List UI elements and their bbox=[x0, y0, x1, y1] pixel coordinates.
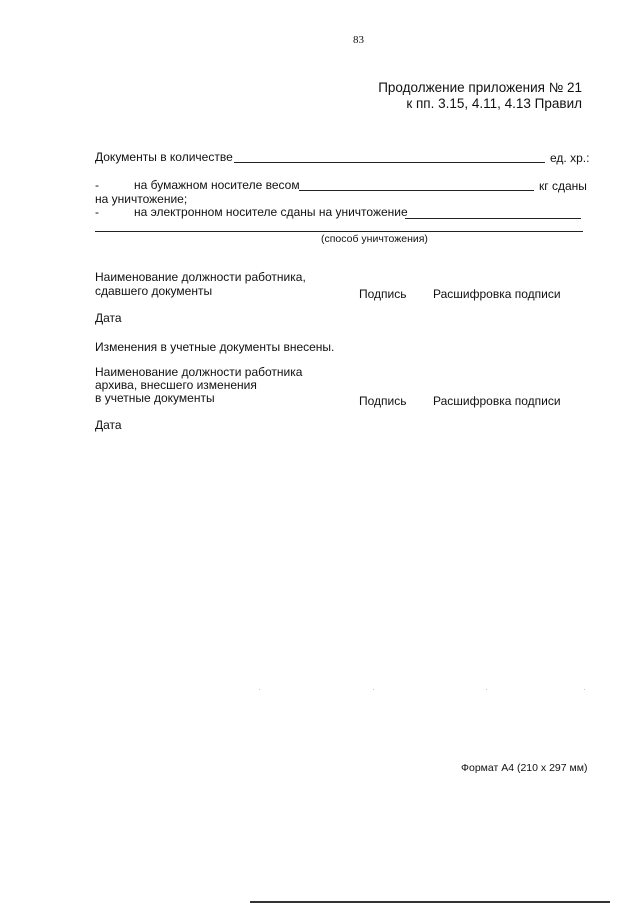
page-number: 83 bbox=[353, 34, 364, 46]
date-label-2: Дата bbox=[95, 418, 122, 432]
electronic-dash: - bbox=[95, 205, 99, 219]
electronic-blank bbox=[405, 218, 581, 219]
paper-dash: - bbox=[95, 178, 99, 192]
changes-statement: Изменения в учетные документы внесены. bbox=[95, 340, 335, 354]
docs-count-blank bbox=[234, 162, 545, 163]
signature-decoding-label-1: Расшифровка подписи bbox=[433, 287, 561, 301]
paper-weight-blank bbox=[299, 190, 534, 191]
method-caption: (способ уничтожения) bbox=[321, 233, 428, 245]
scan-speck: · bbox=[485, 684, 488, 694]
position-label-1-line1: Наименование должности работника, bbox=[95, 270, 306, 284]
appendix-heading: Продолжение приложения № 21 bbox=[378, 80, 582, 95]
signature-decoding-label-2: Расшифровка подписи bbox=[433, 394, 561, 408]
scan-speck: · bbox=[258, 684, 261, 694]
position-label-2-line3: в учетные документы bbox=[95, 391, 215, 405]
paper-continuation: на уничтожение; bbox=[95, 192, 188, 206]
appendix-reference: к пп. 3.15, 4.11, 4.13 Правил bbox=[406, 96, 582, 111]
position-label-2-line1: Наименование должности работника bbox=[95, 365, 303, 379]
method-blank bbox=[95, 231, 583, 232]
paper-text: на бумажном носителе весом bbox=[134, 178, 300, 192]
scan-speck: · bbox=[583, 684, 586, 694]
electronic-text: на электронном носителе сданы на уничтожение bbox=[134, 205, 408, 219]
signature-label-1: Подпись bbox=[359, 287, 407, 301]
position-label-1-line2: сдавшего документы bbox=[95, 284, 213, 298]
scan-speck: · bbox=[372, 684, 375, 694]
signature-label-2: Подпись bbox=[359, 394, 407, 408]
position-label-2-line2: архива, внесшего изменения bbox=[95, 378, 257, 392]
format-note: Формат А4 (210 х 297 мм) bbox=[461, 762, 588, 774]
docs-count-label: Документы в количестве bbox=[95, 150, 233, 164]
docs-count-unit: ед. хр.: bbox=[550, 151, 590, 165]
scan-bottom-edge bbox=[250, 901, 610, 903]
date-label-1: Дата bbox=[95, 311, 122, 325]
paper-unit: кг сданы bbox=[539, 179, 587, 193]
